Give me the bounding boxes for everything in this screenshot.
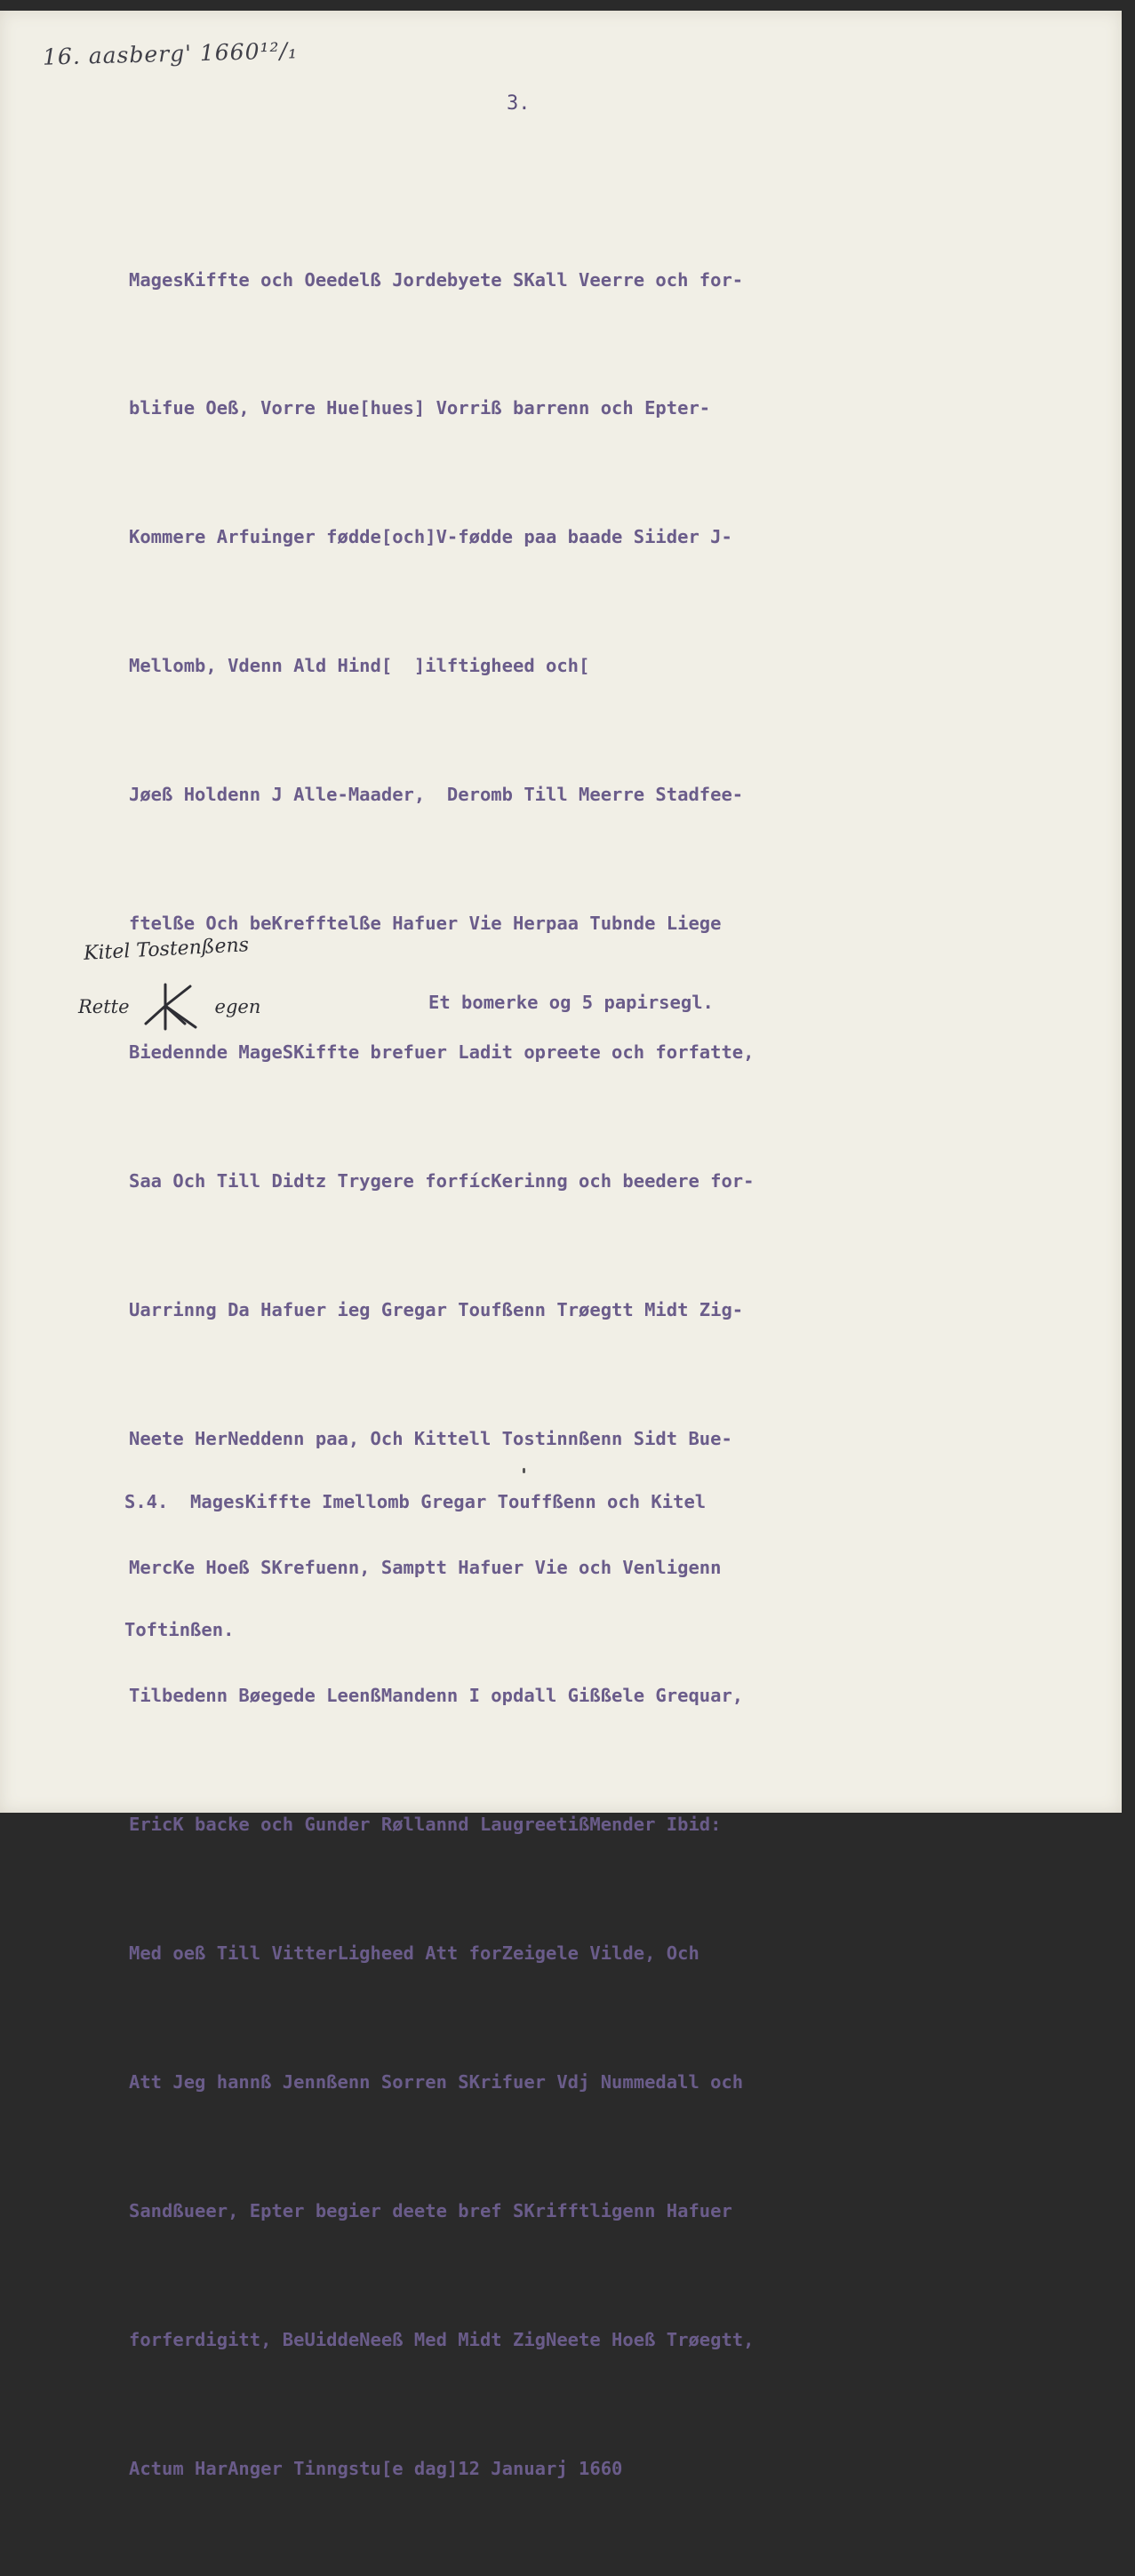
- footer-line: Toftinßen.: [124, 1619, 235, 1640]
- page-number: 3.: [507, 92, 531, 115]
- paper-speck: [523, 1468, 525, 1473]
- body-line: ftelße Och beKrefftelße Hafuer Vie Herpaa Tubnde Liege: [129, 913, 722, 935]
- body-line: blifue Oeß, Vorre Hue[hues] Vorriß barrenn och Epter-: [129, 397, 711, 419]
- body-line: Neete HerNeddenn paa, Och Kittell Tostinnßenn Sidt Bue-: [129, 1427, 732, 1449]
- body-line: Tilbedenn Bøegede LeenßMandenn I opdall Gißßele Grequar,: [129, 1685, 744, 1707]
- body-line: EricK backe och Gunder Røllannd LaugreetißMender Ibid:: [129, 1814, 722, 1836]
- signature-prefix: Rette: [78, 996, 130, 1017]
- body-line: Jøeß Holdenn J Alle-Maader, Deromb Till Meerre Stadfee-: [129, 784, 744, 806]
- body-line: Sandßueer, Epter begier deete bref SKrifftligenn Hafuer: [129, 2199, 732, 2221]
- document-body: [129, 172, 1098, 2576]
- body-line: Saa Och Till Didtz Trygere forfícKerinng och beedere for-: [129, 1169, 755, 1192]
- signature-suffix: egen: [214, 996, 261, 1017]
- body-line: MagesKiffte och Oeedelß Jordebyete SKall Veerre och for-: [129, 268, 744, 291]
- body-line: Med oeß Till VitterLigheed Att forZeigele Vilde, Och: [129, 1942, 699, 1965]
- signature-mark-row: [78, 979, 260, 1034]
- body-line: Mellomb, Vdenn Ald Hind[ ]ilftigheed och[: [129, 655, 590, 677]
- body-line: Kommere Arfuinger fødde[och]V-fødde paa baade Siider J-: [129, 526, 732, 548]
- body-line: MercKe Hoeß SKrefuenn, Samptt Hafuer Vie och Venligenn: [129, 1556, 722, 1578]
- body-line: Uarrinng Da Hafuer ieg Gregar Toufßenn Trøegtt Midt Zig-: [129, 1298, 744, 1320]
- house-mark-icon: [139, 979, 206, 1034]
- footer-line: S.4. MagesKiffte Imellomb Gregar Touffßenn och Kitel: [124, 1491, 707, 1512]
- archive-reference-note: 16. aasberg' 1660¹²/₁: [42, 37, 299, 70]
- body-line: Actum HarAnger Tinngstu[e dag]12 Januarj 1660: [129, 2457, 623, 2479]
- body-line: Biedennde MageSKiffte brefuer Ladit opreete och forfatte,: [129, 1041, 755, 1063]
- summary-footer: [124, 1395, 706, 1736]
- signature-kitel: Kitel Tostenßens: [83, 934, 250, 965]
- document-page: [0, 11, 1122, 2479]
- body-line: Att Jeg hannß Jennßenn Sorren SKrifuer Vdj Nummedall och: [129, 2071, 744, 2093]
- seal-note: Et bomerke og 5 papirsegl.: [428, 992, 714, 1013]
- body-line: forferdigitt, BeUiddeNeeß Med Midt ZigNeete Hoeß Trøegtt,: [129, 2328, 755, 2350]
